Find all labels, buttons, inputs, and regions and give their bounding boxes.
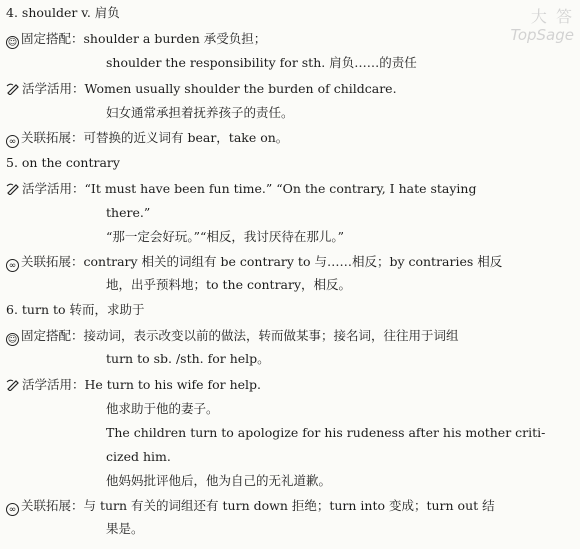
heading-on-the-contrary: 5. on the contrary bbox=[6, 155, 120, 170]
watermark-top: 大 答 bbox=[530, 7, 574, 26]
practice-turn-to-example2-translation: 他妈妈批评他后，他为自己的无礼道歉。 bbox=[106, 473, 332, 488]
practice-contrary: 活学活用：“It must have been fun time.” “On the contrary, I hate staying bbox=[6, 180, 476, 197]
extension-contrary-cont: 地，出乎预料地；to the contrary，相反。 bbox=[106, 277, 352, 292]
fixed-collocation-turn-to-cont: turn to sb. /sth. for help。 bbox=[106, 351, 270, 366]
link-icon: ∞ bbox=[6, 135, 19, 148]
pen-icon bbox=[6, 378, 20, 391]
link-icon: ∞ bbox=[6, 503, 19, 516]
extension-shoulder: ∞ 关联拓展：可替换的近义词有 bear，take on。 bbox=[6, 129, 288, 148]
practice-contrary-translation: “那一定会好玩。”“相反，我讨厌待在那儿。” bbox=[106, 229, 345, 244]
practice-contrary-cont: there.” bbox=[106, 205, 151, 220]
extension-turn: ∞ 关联拓展：与 turn 有关的词组还有 turn down 拒绝；turn into 变成；turn out 结 bbox=[6, 497, 495, 516]
watermark-logo bbox=[490, 4, 574, 46]
heading-shoulder: 4. shoulder v. 肩负 bbox=[6, 5, 120, 20]
link-icon: ∞ bbox=[6, 259, 19, 272]
practice-shoulder: 活学活用：Women usually shoulder the burden of childcare. bbox=[6, 80, 397, 97]
extension-turn-cont: 果是。 bbox=[106, 521, 144, 536]
pen-icon bbox=[6, 82, 20, 95]
practice-shoulder-translation: 妇女通常承担着抚养孩子的责任。 bbox=[106, 105, 294, 120]
fixed-collocation-shoulder-cont: shoulder the responsibility for sth. 肩负……的责任 bbox=[106, 55, 417, 70]
smiley-icon: ☺ bbox=[7, 335, 18, 345]
practice-turn-to-example2: The children turn to apologize for his rudeness after his mother criti- bbox=[106, 425, 546, 440]
heading-turn-to: 6. turn to 转而，求助于 bbox=[6, 302, 145, 317]
practice-turn-to-example2-cont: cized him. bbox=[106, 449, 171, 464]
smiley-icon: ☺ bbox=[7, 38, 18, 48]
extension-contrary: ∞ 关联拓展：contrary 相关的词组有 be contrary to 与……相反；by contraries 相反 bbox=[6, 253, 502, 272]
pen-icon bbox=[6, 182, 20, 195]
practice-turn-to: 活学活用：He turn to his wife for help. bbox=[6, 376, 261, 393]
watermark-bottom: TopSage bbox=[510, 26, 574, 44]
practice-turn-to-translation: 他求助于他的妻子。 bbox=[106, 401, 219, 416]
fixed-collocation-shoulder: ☺ 固定搭配：shoulder a burden 承受负担； bbox=[7, 31, 267, 48]
fixed-collocation-turn-to: ☺ 固定搭配：接动词，表示改变以前的做法，转而做某事；接名词，往往用于词组 bbox=[7, 328, 459, 345]
